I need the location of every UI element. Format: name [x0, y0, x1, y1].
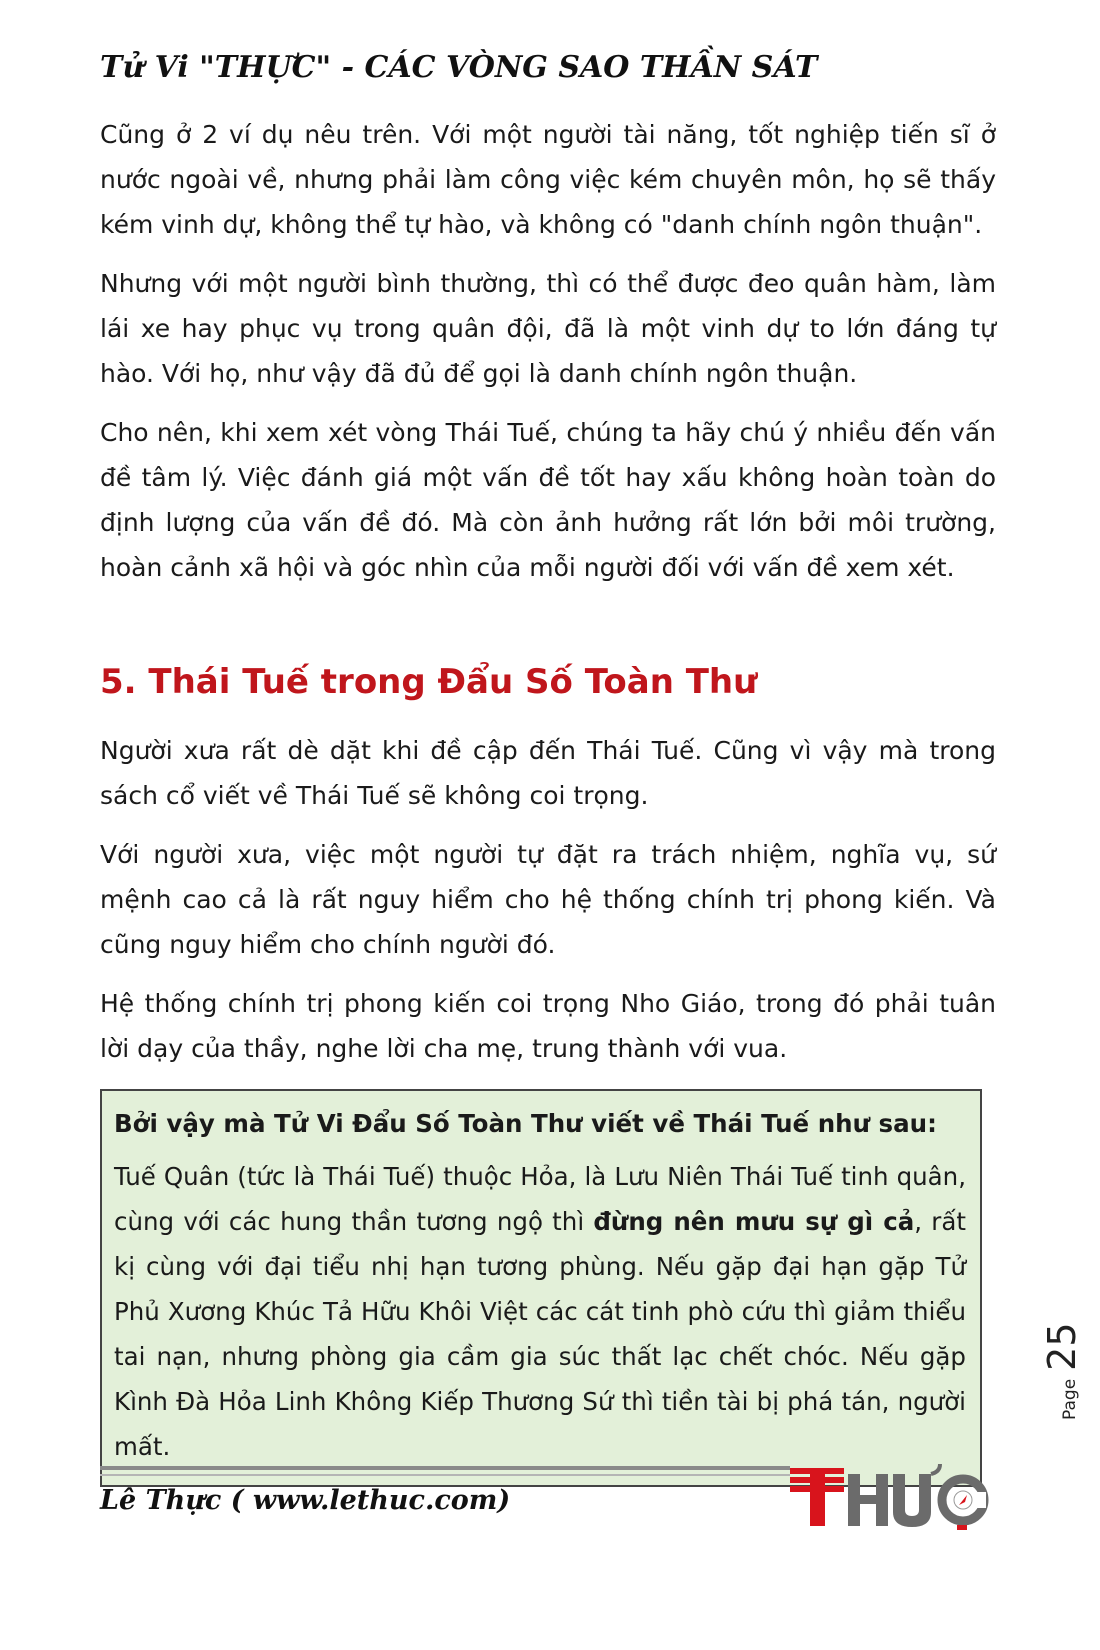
quote-body: [114, 1154, 966, 1469]
page-label: Page: [1060, 1378, 1080, 1420]
section-heading: 5. Thái Tuế trong Đẩu Số Toàn Thư: [100, 662, 758, 702]
footer-author: Lê Thực ( www.lethuc.com): [100, 1485, 511, 1516]
quote-text-start: Tuế Quân (tức là Thái Tuế) thuộc Hỏa, là Lưu Niên Thái Tuế tinh quân, cùng với các hung thần tương ngộ thì: [114, 1162, 966, 1236]
thuc-logo: [790, 1462, 990, 1530]
document-header: Tử Vi "THỰC" - CÁC VÒNG SAO THẦN SÁT: [100, 50, 818, 85]
quote-title: Bởi vậy mà Tử Vi Đẩu Số Toàn Thư viết về Thái Tuế như sau:: [114, 1109, 937, 1138]
page-number-value: 25: [1040, 1322, 1084, 1371]
page-number: [1040, 1322, 1084, 1420]
quote-text-end: , rất kị cùng với đại tiểu nhị hạn tương phùng. Nếu gặp đại hạn gặp Tử Phủ Xương Khúc Tả Hữu Khôi Việt các cát tinh phò cứu thì giảm thiểu tai nạn, nhưng phòng gia cầm gia súc thất lạc chết chóc. Nếu gặp Kình Đà Hỏa Linh Không Kiếp Thương Sứ thì tiền tài bị phá tán, người mất.: [114, 1207, 966, 1461]
paragraph: Hệ thống chính trị phong kiến coi trọng Nho Giáo, trong đó phải tuân lời dạy của thầy, nghe lời cha mẹ, trung thành với vua.: [100, 989, 996, 1063]
footer-divider-thin: [100, 1474, 790, 1476]
paragraph: Nhưng với một người bình thường, thì có thể được đeo quân hàm, làm lái xe hay phục vụ trong quân đội, đã là một vinh dự to lớn đáng tự hào. Với họ, như vậy đã đủ để gọi là danh chính ngôn thuận.: [100, 269, 996, 388]
footer-divider: [100, 1466, 790, 1470]
paragraph: Cũng ở 2 ví dụ nêu trên. Với một người tài năng, tốt nghiệp tiến sĩ ở nước ngoài về, nhưng phải làm công việc kém chuyên môn, họ sẽ thấy kém vinh dự, không thể tự hào, và không có "danh chính ngôn thuận".: [100, 120, 996, 239]
paragraph: Với người xưa, việc một người tự đặt ra trách nhiệm, nghĩa vụ, sứ mệnh cao cả là rất nguy hiểm cho hệ thống chính trị phong kiến. Và cũng nguy hiểm cho chính người đó.: [100, 840, 996, 959]
quote-box: [100, 1089, 982, 1487]
quote-emphasis: đừng nên mưu sự gì cả: [593, 1207, 915, 1236]
paragraph: Cho nên, khi xem xét vòng Thái Tuế, chúng ta hãy chú ý nhiều đến vấn đề tâm lý. Việc đánh giá một vấn đề tốt hay xấu không hoàn toàn do định lượng của vấn đề đó. Mà còn ảnh hưởng rất lớn bởi môi trường, hoàn cảnh xã hội và góc nhìn của mỗi người đối với vấn đề xem xét.: [100, 418, 996, 582]
main-content: [100, 112, 996, 1487]
paragraph: Người xưa rất dè dặt khi đề cập đến Thái Tuế. Cũng vì vậy mà trong sách cổ viết về Thái Tuế sẽ không coi trọng.: [100, 736, 996, 810]
